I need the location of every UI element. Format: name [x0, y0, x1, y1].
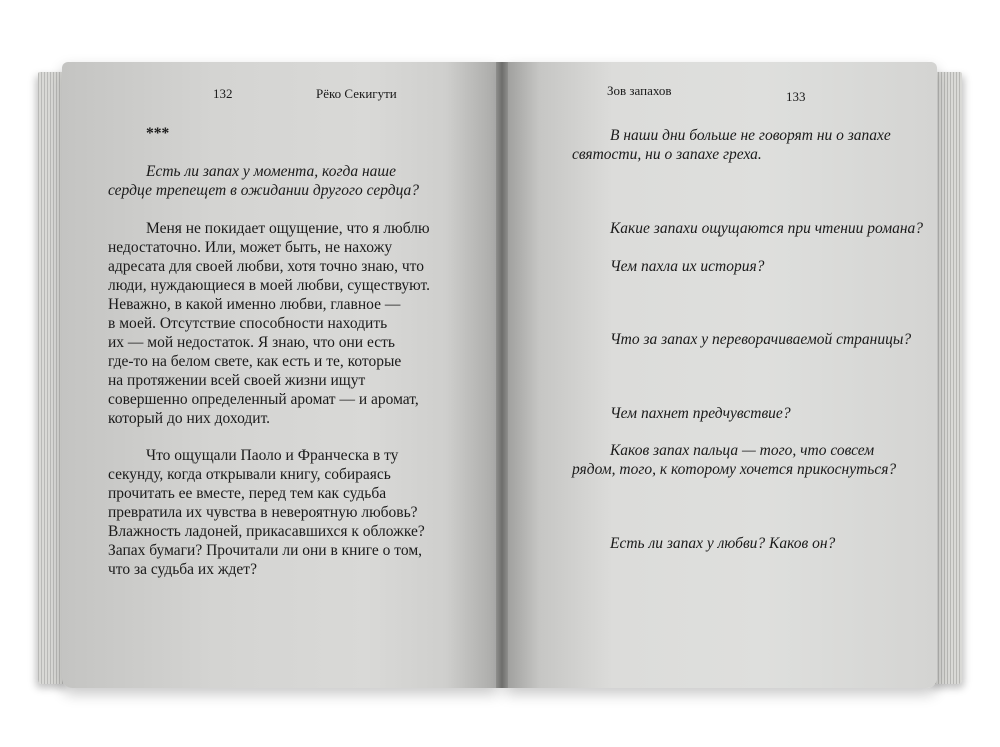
body-line: Есть ли запах у момента, когда наше — [146, 163, 396, 180]
body-line: Что ощущали Паоло и Франческа в ту — [146, 447, 399, 464]
body-line: люди, нуждающиеся в моей любви, существуют. — [108, 277, 430, 294]
body-line: Какие запахи ощущаются при чтении романа? — [610, 220, 924, 237]
body-line: Влажность ладоней, прикасавшихся к обложке? — [108, 523, 425, 540]
body-line: Есть ли запах у любви? Каков он? — [610, 535, 836, 552]
body-line: на протяжении всей своей жизни ищут — [108, 372, 366, 389]
body-line: сердце трепещет в ожидании другого сердца? — [108, 182, 420, 199]
right-page-number: 133 — [786, 89, 806, 104]
body-line: Неважно, в какой именно любви, главное — — [108, 296, 401, 313]
body-line: Каков запах пальца — того, что совсем — [610, 442, 875, 459]
body-line: где-то на белом свете, как есть и те, которые — [108, 353, 402, 370]
body-line: рядом, того, к которому хочется прикоснуться? — [572, 461, 897, 478]
body-line: превратила их чувства в невероятную любовь? — [108, 504, 418, 521]
body-line: Чем пахла их история? — [610, 258, 765, 275]
body-line: Меня не покидает ощущение, что я люблю — [146, 220, 430, 237]
body-line: в моей. Отсутствие способности находить — [108, 315, 388, 332]
body-line: адресата для своей любви, хотя точно знаю, что — [108, 258, 424, 275]
left-page-number: 132 — [213, 86, 233, 101]
right-running-header: Зов запахов — [607, 83, 672, 98]
section-separator: *** — [146, 125, 170, 142]
left-running-header: Рёко Секигути — [316, 86, 397, 101]
body-line: секунду, когда открывали книгу, собираясь — [108, 466, 391, 483]
body-line: их — мой недостаток. Я знаю, что они есть — [108, 334, 395, 351]
body-line: святости, ни о запахе греха. — [572, 146, 762, 163]
body-line: Запах бумаги? Прочитали ли они в книге о том, — [108, 542, 423, 559]
body-line: который до них доходит. — [108, 410, 271, 427]
body-line: совершенно определенный аромат — и аромат, — [108, 391, 419, 408]
body-line: что за судьба их ждет? — [108, 561, 257, 578]
body-line: Что за запах у переворачиваемой страницы? — [610, 331, 912, 348]
body-line: В наши дни больше не говорят ни о запахе — [610, 127, 891, 144]
body-line: Чем пахнет предчувствие? — [610, 405, 791, 422]
body-line: недостаточно. Или, может быть, не нахожу — [108, 239, 393, 256]
book-gutter — [496, 62, 508, 688]
body-line: прочитать ее вместе, перед тем как судьба — [108, 485, 387, 502]
